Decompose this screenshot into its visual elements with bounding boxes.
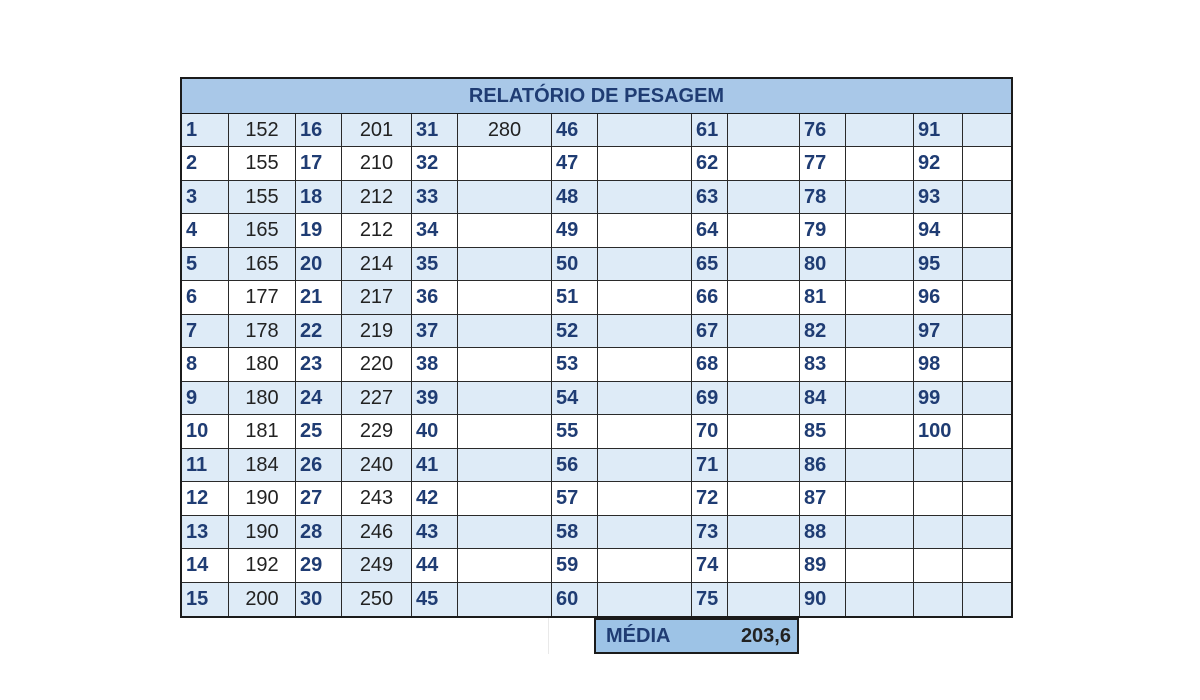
row-number: 18: [296, 181, 342, 214]
row-number: 58: [552, 516, 598, 549]
weight-value: [846, 147, 914, 181]
weight-value: [846, 415, 914, 449]
weight-value: [458, 482, 552, 516]
row-number: 47: [552, 147, 598, 181]
weight-value: 250: [342, 583, 412, 616]
row-number: 59: [552, 549, 598, 583]
row-number: 97: [914, 315, 963, 348]
weight-value: [458, 348, 552, 382]
weight-value: [728, 214, 800, 248]
weight-value: [598, 415, 692, 449]
row-number: 39: [412, 382, 458, 415]
weight-value: [728, 382, 800, 415]
weight-value: 181: [229, 415, 296, 449]
weight-value: [598, 248, 692, 281]
row-number: 78: [800, 181, 846, 214]
row-number: 20: [296, 248, 342, 281]
weight-value: [846, 449, 914, 482]
row-number: 15: [182, 583, 229, 616]
weight-value: 180: [229, 348, 296, 382]
weight-value: [846, 348, 914, 382]
row-number: 44: [412, 549, 458, 583]
weight-value: [846, 315, 914, 348]
row-number: 92: [914, 147, 963, 181]
row-number: [914, 449, 963, 482]
row-number: 38: [412, 348, 458, 382]
weight-value: 201: [342, 114, 412, 147]
weight-value: 177: [229, 281, 296, 315]
row-number: 13: [182, 516, 229, 549]
row-number: 8: [182, 348, 229, 382]
row-number: 43: [412, 516, 458, 549]
row-number: 90: [800, 583, 846, 616]
row-number: 32: [412, 147, 458, 181]
weight-value: [458, 583, 552, 616]
weight-value: 219: [342, 315, 412, 348]
weight-value: 280: [458, 114, 552, 147]
row-number: 74: [692, 549, 728, 583]
weight-value: 178: [229, 315, 296, 348]
weight-value: 246: [342, 516, 412, 549]
row-number: 56: [552, 449, 598, 482]
weight-value: 180: [229, 382, 296, 415]
weight-value: [728, 315, 800, 348]
weight-value: [728, 583, 800, 616]
row-number: 36: [412, 281, 458, 315]
report-title: RELATÓRIO DE PESAGEM: [182, 79, 1011, 114]
weight-value: [963, 248, 1011, 281]
row-number: 84: [800, 382, 846, 415]
row-number: 62: [692, 147, 728, 181]
weight-value: 220: [342, 348, 412, 382]
row-number: [914, 583, 963, 616]
row-number: 96: [914, 281, 963, 315]
row-number: 45: [412, 583, 458, 616]
weight-value: 190: [229, 516, 296, 549]
row-number: 5: [182, 248, 229, 281]
weight-value: [728, 281, 800, 315]
weight-value: [598, 382, 692, 415]
row-number: 34: [412, 214, 458, 248]
weight-value: 152: [229, 114, 296, 147]
row-number: 35: [412, 248, 458, 281]
weight-value: [963, 214, 1011, 248]
row-number: 17: [296, 147, 342, 181]
row-number: 60: [552, 583, 598, 616]
row-number: 81: [800, 281, 846, 315]
weight-value: [963, 281, 1011, 315]
weight-value: [846, 281, 914, 315]
weight-value: [846, 114, 914, 147]
row-number: 76: [800, 114, 846, 147]
row-number: 85: [800, 415, 846, 449]
weight-value: [846, 583, 914, 616]
row-number: 69: [692, 382, 728, 415]
row-number: 53: [552, 348, 598, 382]
row-number: 75: [692, 583, 728, 616]
weight-value: [846, 549, 914, 583]
row-number: 49: [552, 214, 598, 248]
row-number: 28: [296, 516, 342, 549]
weight-value: [846, 382, 914, 415]
weight-value: [598, 114, 692, 147]
row-number: 50: [552, 248, 598, 281]
weight-value: [846, 516, 914, 549]
weight-value: [598, 549, 692, 583]
weight-value: [963, 348, 1011, 382]
weight-value: [963, 415, 1011, 449]
weight-value: [963, 449, 1011, 482]
row-number: 66: [692, 281, 728, 315]
row-number: 83: [800, 348, 846, 382]
weight-value: [728, 114, 800, 147]
row-number: 10: [182, 415, 229, 449]
row-number: 2: [182, 147, 229, 181]
row-number: 7: [182, 315, 229, 348]
weight-value: [728, 549, 800, 583]
weight-value: [598, 214, 692, 248]
row-number: 72: [692, 482, 728, 516]
weight-value: [963, 382, 1011, 415]
weight-value: [728, 482, 800, 516]
gridline-fragment: [548, 618, 549, 654]
row-number: 29: [296, 549, 342, 583]
weight-value: [728, 415, 800, 449]
row-number: 46: [552, 114, 598, 147]
average-label: MÉDIA: [606, 624, 671, 647]
weight-value: [963, 114, 1011, 147]
weight-value: [846, 248, 914, 281]
weight-value: [458, 181, 552, 214]
row-number: [914, 516, 963, 549]
row-number: 98: [914, 348, 963, 382]
row-number: 80: [800, 248, 846, 281]
row-number: 48: [552, 181, 598, 214]
weight-value: 190: [229, 482, 296, 516]
weight-value: [598, 348, 692, 382]
row-number: 27: [296, 482, 342, 516]
weight-value: 217: [342, 281, 412, 315]
weight-value: [728, 348, 800, 382]
row-number: 25: [296, 415, 342, 449]
weight-value: [598, 516, 692, 549]
weight-value: 227: [342, 382, 412, 415]
row-number: 30: [296, 583, 342, 616]
weight-value: 184: [229, 449, 296, 482]
row-number: 12: [182, 482, 229, 516]
row-number: 31: [412, 114, 458, 147]
weight-value: 165: [229, 214, 296, 248]
weighing-report-table: [180, 77, 1013, 618]
weight-value: 229: [342, 415, 412, 449]
row-number: 73: [692, 516, 728, 549]
row-number: 63: [692, 181, 728, 214]
average-value: 203,6: [740, 624, 791, 647]
weight-value: [846, 482, 914, 516]
row-number: 9: [182, 382, 229, 415]
row-number: 21: [296, 281, 342, 315]
weight-value: [458, 315, 552, 348]
row-number: 93: [914, 181, 963, 214]
weight-value: [458, 415, 552, 449]
weight-value: [963, 482, 1011, 516]
row-number: [914, 549, 963, 583]
row-number: 94: [914, 214, 963, 248]
weight-value: [963, 181, 1011, 214]
row-number: 1: [182, 114, 229, 147]
weight-value: [846, 181, 914, 214]
row-number: 19: [296, 214, 342, 248]
weight-value: [458, 549, 552, 583]
row-number: 87: [800, 482, 846, 516]
weight-value: 240: [342, 449, 412, 482]
row-number: 23: [296, 348, 342, 382]
weight-value: 210: [342, 147, 412, 181]
row-number: 24: [296, 382, 342, 415]
row-number: 4: [182, 214, 229, 248]
row-number: [914, 482, 963, 516]
weight-value: [458, 147, 552, 181]
weight-value: [963, 516, 1011, 549]
row-number: 33: [412, 181, 458, 214]
weight-value: [598, 281, 692, 315]
weight-value: 243: [342, 482, 412, 516]
row-number: 57: [552, 482, 598, 516]
weight-value: [963, 147, 1011, 181]
row-number: 82: [800, 315, 846, 348]
row-number: 42: [412, 482, 458, 516]
row-number: 71: [692, 449, 728, 482]
weight-value: [598, 583, 692, 616]
row-number: 54: [552, 382, 598, 415]
row-number: 37: [412, 315, 458, 348]
row-number: 70: [692, 415, 728, 449]
weight-value: 200: [229, 583, 296, 616]
weight-value: [598, 181, 692, 214]
weight-value: 212: [342, 181, 412, 214]
weight-value: [728, 516, 800, 549]
row-number: 99: [914, 382, 963, 415]
weight-value: 165: [229, 248, 296, 281]
weight-value: [458, 449, 552, 482]
weight-value: 212: [342, 214, 412, 248]
row-number: 22: [296, 315, 342, 348]
row-number: 3: [182, 181, 229, 214]
row-number: 67: [692, 315, 728, 348]
row-number: 77: [800, 147, 846, 181]
weight-grid: [182, 114, 1011, 616]
row-number: 51: [552, 281, 598, 315]
weight-value: [728, 449, 800, 482]
weight-value: [598, 482, 692, 516]
weight-value: [963, 583, 1011, 616]
row-number: 68: [692, 348, 728, 382]
weight-value: 249: [342, 549, 412, 583]
average-box: [594, 618, 799, 654]
weight-value: [458, 248, 552, 281]
weight-value: [598, 147, 692, 181]
weight-value: [728, 181, 800, 214]
weight-value: [846, 214, 914, 248]
weight-value: 192: [229, 549, 296, 583]
weight-value: 214: [342, 248, 412, 281]
row-number: 11: [182, 449, 229, 482]
weight-value: [458, 281, 552, 315]
weight-value: [458, 214, 552, 248]
weight-value: [963, 549, 1011, 583]
row-number: 55: [552, 415, 598, 449]
weight-value: [728, 147, 800, 181]
row-number: 89: [800, 549, 846, 583]
weight-value: [598, 315, 692, 348]
row-number: 79: [800, 214, 846, 248]
row-number: 52: [552, 315, 598, 348]
weight-value: [458, 516, 552, 549]
row-number: 14: [182, 549, 229, 583]
row-number: 100: [914, 415, 963, 449]
row-number: 88: [800, 516, 846, 549]
weight-value: 155: [229, 147, 296, 181]
row-number: 65: [692, 248, 728, 281]
row-number: 40: [412, 415, 458, 449]
row-number: 26: [296, 449, 342, 482]
row-number: 41: [412, 449, 458, 482]
row-number: 64: [692, 214, 728, 248]
row-number: 61: [692, 114, 728, 147]
row-number: 91: [914, 114, 963, 147]
row-number: 86: [800, 449, 846, 482]
weight-value: [458, 382, 552, 415]
weight-value: [598, 449, 692, 482]
weight-value: [963, 315, 1011, 348]
row-number: 6: [182, 281, 229, 315]
weight-value: [728, 248, 800, 281]
row-number: 95: [914, 248, 963, 281]
row-number: 16: [296, 114, 342, 147]
weight-value: 155: [229, 181, 296, 214]
